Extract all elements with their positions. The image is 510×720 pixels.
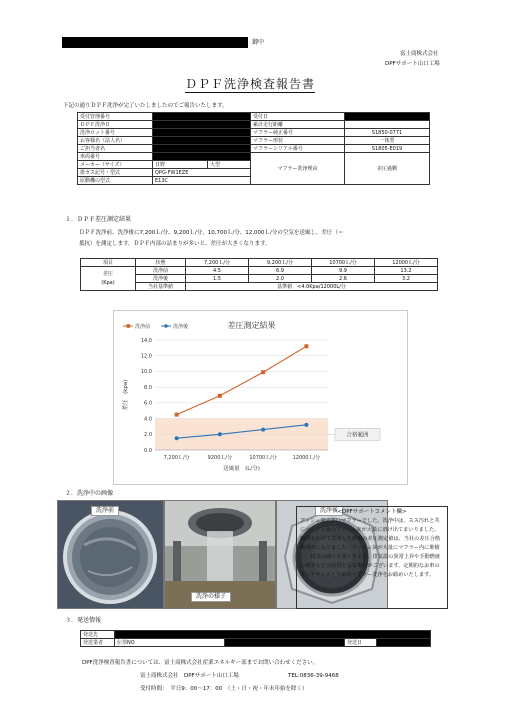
- section1-heading: １．ＤＰＦ差圧測定結果: [65, 216, 132, 223]
- info-label: ＤＰＦ洗浄日: [78, 121, 153, 129]
- photo-during: [164, 500, 276, 609]
- x-tick-label: 10700Ｌ/分: [249, 455, 277, 461]
- y-tick-label: 0.0: [144, 447, 152, 454]
- plant-name: DPFサポート山口工場: [385, 61, 440, 67]
- y-tick-label: 8.0: [144, 384, 152, 391]
- info-value: E13C: [153, 177, 251, 185]
- section3-heading: ３．発送情報: [65, 617, 102, 624]
- x-tick-label: 7,200Ｌ/分: [163, 455, 190, 461]
- page-title: ＤＰＦ洗浄検査報告書: [185, 77, 316, 91]
- series-point-after: [218, 432, 222, 436]
- redacted-date: [377, 639, 431, 647]
- footer-note: DPF洗浄検査報告書については、富士商株式会社産業エネルギー部までお問い合わせください。: [82, 660, 319, 666]
- legend-label: 洗浄後: [173, 324, 189, 330]
- info-label: マフラー純正番号: [251, 129, 345, 137]
- photo-after-label: 洗浄後: [315, 506, 343, 516]
- flow-header: 9,200Ｌ/分: [249, 259, 312, 267]
- x-axis-label: 送風量 (L/分): [223, 466, 260, 472]
- after-value: 3.2: [375, 275, 438, 283]
- info-label: ご担当者名: [78, 145, 153, 153]
- redacted-slip: [225, 639, 345, 647]
- y-tick-label: 6.0: [144, 400, 152, 407]
- y-tick-label: 4.0: [144, 416, 152, 423]
- redacted-recipient: [62, 37, 248, 48]
- pressure-unit: (Kpa): [101, 279, 115, 286]
- intro-text: 下記の通りＤＰＦ洗浄が完了いたしましたのでご報告いたします。: [63, 103, 228, 109]
- series-point-after: [304, 423, 308, 427]
- comment-title: <DPFサポートコメント欄>: [337, 509, 407, 515]
- series-point-before: [218, 394, 222, 398]
- info-value: S1805-E019: [345, 145, 430, 153]
- standard-label: 当社基準値: [136, 283, 186, 291]
- series-point-before: [175, 413, 179, 417]
- info-value: 一体型: [345, 137, 430, 145]
- footer-tel: TEL:0836-39-9468: [288, 673, 339, 679]
- pressure-label: 差圧: [102, 270, 113, 277]
- legend-marker: [164, 324, 168, 328]
- info-label: 受付管理番号: [78, 113, 153, 121]
- info-label: メーカー（サイズ）: [78, 161, 153, 169]
- redacted-value: [153, 129, 251, 137]
- series-point-before: [304, 344, 308, 348]
- before-label: 洗浄前: [136, 267, 186, 275]
- info-label: マフラーシリアル番号: [251, 145, 345, 153]
- slip-label: 伝票NO: [115, 639, 225, 647]
- info-label: マフラー形状: [251, 137, 345, 145]
- redacted-value: [153, 145, 251, 153]
- state-header: 状態: [136, 259, 186, 267]
- comment-box: [296, 506, 448, 609]
- company-name: 富士商株式会社: [400, 51, 439, 57]
- flow-header: 12000Ｌ/分: [375, 259, 438, 267]
- pressure-table: [80, 258, 438, 291]
- info-value: QPG-FW1EZE: [153, 169, 251, 177]
- photo-before-label: 洗浄前: [91, 506, 119, 516]
- legend-label: 洗浄前: [135, 324, 151, 330]
- ship-date-label: 発送日: [345, 639, 377, 647]
- section1-text-1: ＤＰＦ洗浄前、洗浄後に7,200Ｌ/分、9,200Ｌ/分、10,700Ｌ/分、12,000Ｌ/分の空気を送風し、差圧（＝: [79, 230, 344, 236]
- info-label: 洗浄ロット番号: [78, 129, 153, 137]
- info-label: 車両番号: [78, 153, 153, 161]
- redacted-value: [153, 121, 251, 129]
- x-tick-label: 9200Ｌ/分: [207, 455, 233, 461]
- info-value: 大型: [208, 161, 251, 169]
- carrier-label: 発送業者: [81, 639, 115, 647]
- pressure-chart: [113, 310, 408, 485]
- footer-company: 富士商株式会社 DPFサポート山口工場: [140, 673, 239, 679]
- before-value: 13.2: [375, 267, 438, 275]
- reason-value: 差圧過剰: [345, 153, 430, 185]
- photo-before: [57, 500, 164, 609]
- dpf-dirty-image: [58, 501, 163, 608]
- item-header: 項目: [81, 259, 136, 267]
- acceptable-range-label: 合格範囲: [346, 432, 369, 439]
- y-tick-label: 14.0: [140, 337, 152, 344]
- after-value: 2.6: [312, 275, 375, 283]
- redacted-value: [153, 153, 251, 161]
- y-tick-label: 10.0: [140, 369, 152, 376]
- flow-header: 10700Ｌ/分: [312, 259, 375, 267]
- info-table: [77, 112, 430, 185]
- redacted-value: [345, 113, 430, 121]
- footer-hours: 受付時間： 平日9：00～17：00 （土・日・祝・年末年始を除く）: [140, 686, 308, 692]
- section2-heading: ２．洗浄中の画像: [65, 490, 114, 497]
- ship-to-label: 発送先: [81, 631, 115, 639]
- after-label: 洗浄後: [136, 275, 186, 283]
- pressure-row-label: [81, 267, 136, 291]
- info-label: 原動機の型式: [78, 177, 153, 185]
- after-value: 1.5: [186, 275, 249, 283]
- y-axis-label: 差圧 (kpa): [123, 379, 129, 411]
- series-point-after: [175, 436, 179, 440]
- section1-text-2: 抵抗）を測定します。ＤＰＦ内部の詰まりが多いと、差圧が大きくなります。: [79, 241, 271, 247]
- comment-text: アッシュ灰の多いマフラーでした。洗浄中は、スス汚れと共にベージュ色のアッシュ灰が大量に溶け出てまいりました。時間をかけて洗浄した結果の差圧測定値は、当社の差圧合格範囲内になりました。アッシュ灰が大量にマフラー内に堆積し、排気の通りを悪くすると、排気温の異常上昇や手動燃焼の頻発などの原因となる場合がございます。定期的なお車のメンテナンスと早めのマフラー洗浄をお勧めいたします。: [300, 517, 441, 578]
- photo-during-label: 洗浄の様子: [191, 592, 231, 602]
- onchu-label: 御中: [252, 39, 265, 46]
- info-value: 日野: [153, 161, 208, 169]
- y-tick-label: 12.0: [140, 353, 152, 360]
- info-value: S1850-0771: [345, 129, 430, 137]
- before-value: 6.9: [249, 267, 312, 275]
- info-label: お客様名（法人名）: [78, 137, 153, 145]
- info-label: 排ガス記号・型式: [78, 169, 153, 177]
- chart-title: 差圧測定結果: [227, 321, 276, 330]
- x-tick-label: 12000Ｌ/分: [292, 455, 321, 461]
- reason-label: マフラー洗浄理由: [251, 153, 345, 185]
- redacted-value: [153, 113, 251, 121]
- standard-value: 基準値 <4.0Kpa/12000L/分: [186, 283, 438, 291]
- redacted-ship-to: [115, 631, 431, 639]
- shipping-table: [80, 630, 431, 647]
- flow-header: 7,200Ｌ/分: [186, 259, 249, 267]
- before-value: 4.5: [186, 267, 249, 275]
- y-tick-label: 2.0: [144, 432, 152, 439]
- legend-marker: [127, 324, 131, 328]
- series-point-before: [261, 370, 265, 374]
- series-point-after: [261, 428, 265, 432]
- info-label: 累計走行距離: [251, 121, 345, 129]
- before-value: 9.9: [312, 267, 375, 275]
- info-label: 受付日: [251, 113, 345, 121]
- info-value: [345, 121, 430, 129]
- redacted-value: [153, 137, 251, 145]
- after-value: 2.0: [249, 275, 312, 283]
